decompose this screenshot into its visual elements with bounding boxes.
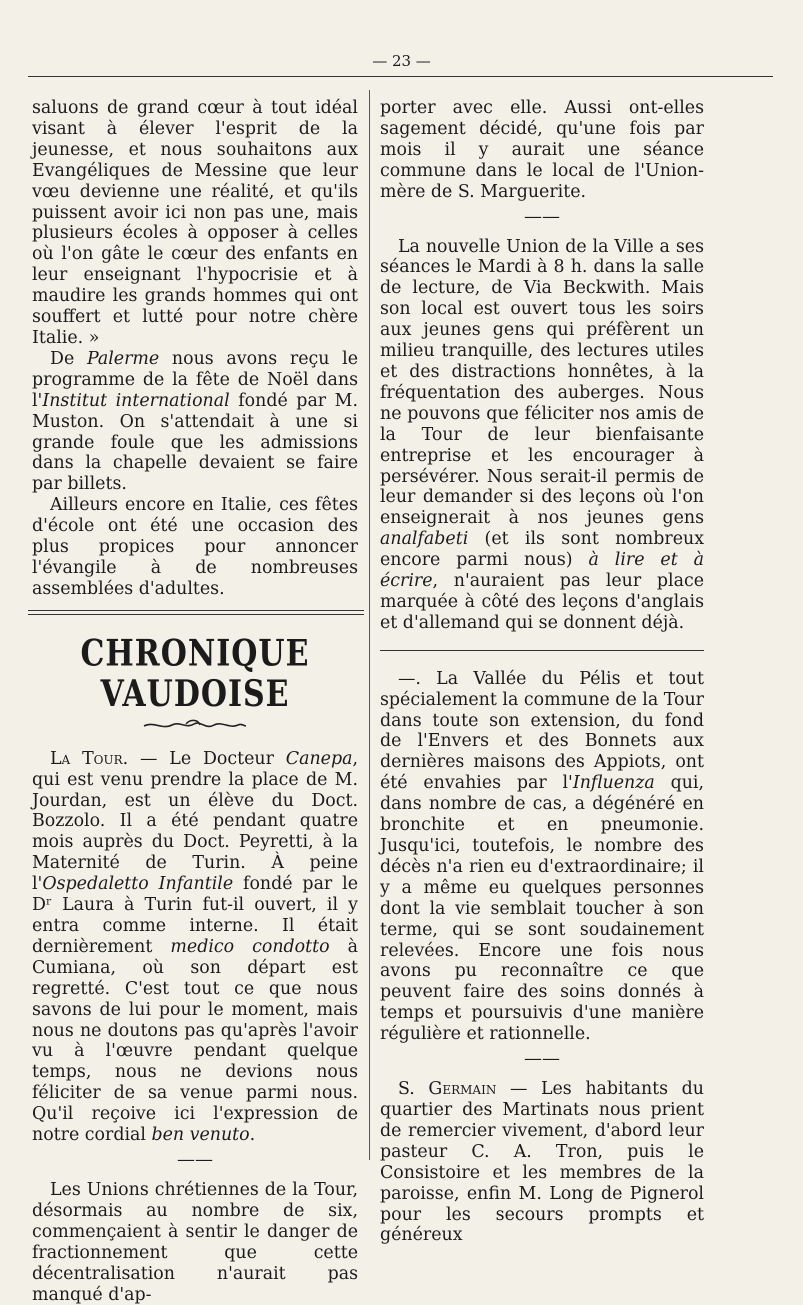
paragraph: La nouvelle Union de la Ville a ses séances le Mardi à 8 h. dans la salle de lecture, de Via Beckwith. Mais son local est ouvert tous les soirs aux jeunes gens qui préfèrent un milieu tranquille, des lectures utiles et des distractions honnêtes, à la fréquentation des auberges. Nous ne pouvons que féliciter nos amis de la Tour de leur bienfaisante entreprise et les encourager à persévérer. Nous serait-il permis de leur demander si des leçons où l'on enseignerait à nos jeunes gens analfabeti (et ils sont nombreux encore parmi nous) à lire et à écrire, n'auraient pas leur place marquée à côté des leçons d'anglais et d'allemand qui se donnent déjà. (380, 236, 704, 633)
paragraph: Ailleurs encore en Italie, ces fêtes d'école ont été une occasion des plus propices pour annoncer l'évangile à de nombreuses assemblées d'adultes. (32, 495, 358, 599)
header-rule (28, 76, 773, 77)
separator: —— (524, 1048, 560, 1070)
section-divider (28, 610, 364, 615)
section-title: CHRONIQUE VAUDOISE (80, 632, 310, 716)
left-column (32, 98, 358, 1305)
column-divider (369, 90, 370, 1160)
place-name: S. Germain (398, 1079, 497, 1100)
paragraph: saluons de grand cœur à tout idéal visant à élever l'esprit de la jeunesse, et nous souhaitons aux Evangéliques de Messine que leur vœu devienne une réalité, et qu'ils puissent avoir ici non pas une, mais plusieurs écoles à opposer à celles où l'on gâte le cœur des enfants en leur enseignant l'hypocrisie et à maudire les grands hommes qui ont souffert et lutté pour notre chère Italie. » (32, 98, 358, 348)
paragraph: De Palerme nous avons reçu le programme de la fête de Noël dans l'Institut international fondé par M. Muston. On s'attendait à une si grande foule que les admissions dans la chapelle devaient se faire par billets. (32, 348, 359, 495)
institution-name: Institut international (42, 390, 230, 411)
ornament-swash-icon (140, 717, 250, 733)
separator: —— (177, 1148, 213, 1170)
page-number: — 23 — (372, 52, 431, 70)
separator: —— (524, 205, 560, 227)
place-name: La Tour. (50, 748, 129, 769)
paragraph: —. La Vallée du Pélis et tout spécialement la commune de la Tour dans toute son extension, du fond de l'Envers et des Bonnets aux dernières maisons des Appiots, ont été envahies par l'Influenza qui, dans nombre de cas, a dégénéré en bronchite et en pneumonie. Jusqu'ici, toutefois, le nombre des décès n'a rien eu d'extraordinaire; il y a même eu quelques personnes dont la vie semblait toucher à son terme, qui se sont soudainement relevées. Encore une fois nous avons pu reconnaître ce que peuvent faire des soins donnés à temps et poursuivis d'une manière régulière et rationnelle. (380, 668, 704, 1045)
place-name: Palerme (86, 348, 160, 369)
section-rule (380, 650, 704, 651)
paragraph: porter avec elle. Aussi ont-elles sagement décidé, qu'une fois par mois il y aurait une séance commune dans le local de l'Union-mère de S. Marguerite. (380, 98, 704, 202)
paragraph: S. Germain — Les habitants du quartier des Martinats nous prient de remercier vivement, d'abord leur pasteur C. A. Tron, puis le Consistoire et les membres de la paroisse, enfin M. Long de Pignerol pour les secours prompts et généreux (380, 1079, 704, 1246)
right-column (380, 98, 704, 1246)
paragraph: La Tour. — Le Docteur Canepa, qui est venu prendre la place de M. Jourdan, est un élève du Doct. Bozzolo. Il a été pendant quatre mois auprès du Doct. Peyretti, à la Maternité de Turin. À peine l'Ospedaletto Infantile fondé par le Dʳ Laura à Turin fut-il ouvert, il y entra comme interne. Il était dernièrement medico condotto à Cumiana, où son départ est regretté. C'est tout ce que nous savons de lui pour le moment, mais nous ne doutons pas qu'après l'avoir vu à l'œuvre pendant quelque temps, nous ne devions nous féliciter de sa venue parmi nous. Qu'il reçoive ici l'expression de notre cordial ben venuto. (32, 748, 358, 1146)
paragraph: Les Unions chrétiennes de la Tour, désormais au nombre de six, commençaient à sentir le danger de fractionnement que cette décentralisation n'aurait pas manqué d'ap- (32, 1179, 358, 1305)
